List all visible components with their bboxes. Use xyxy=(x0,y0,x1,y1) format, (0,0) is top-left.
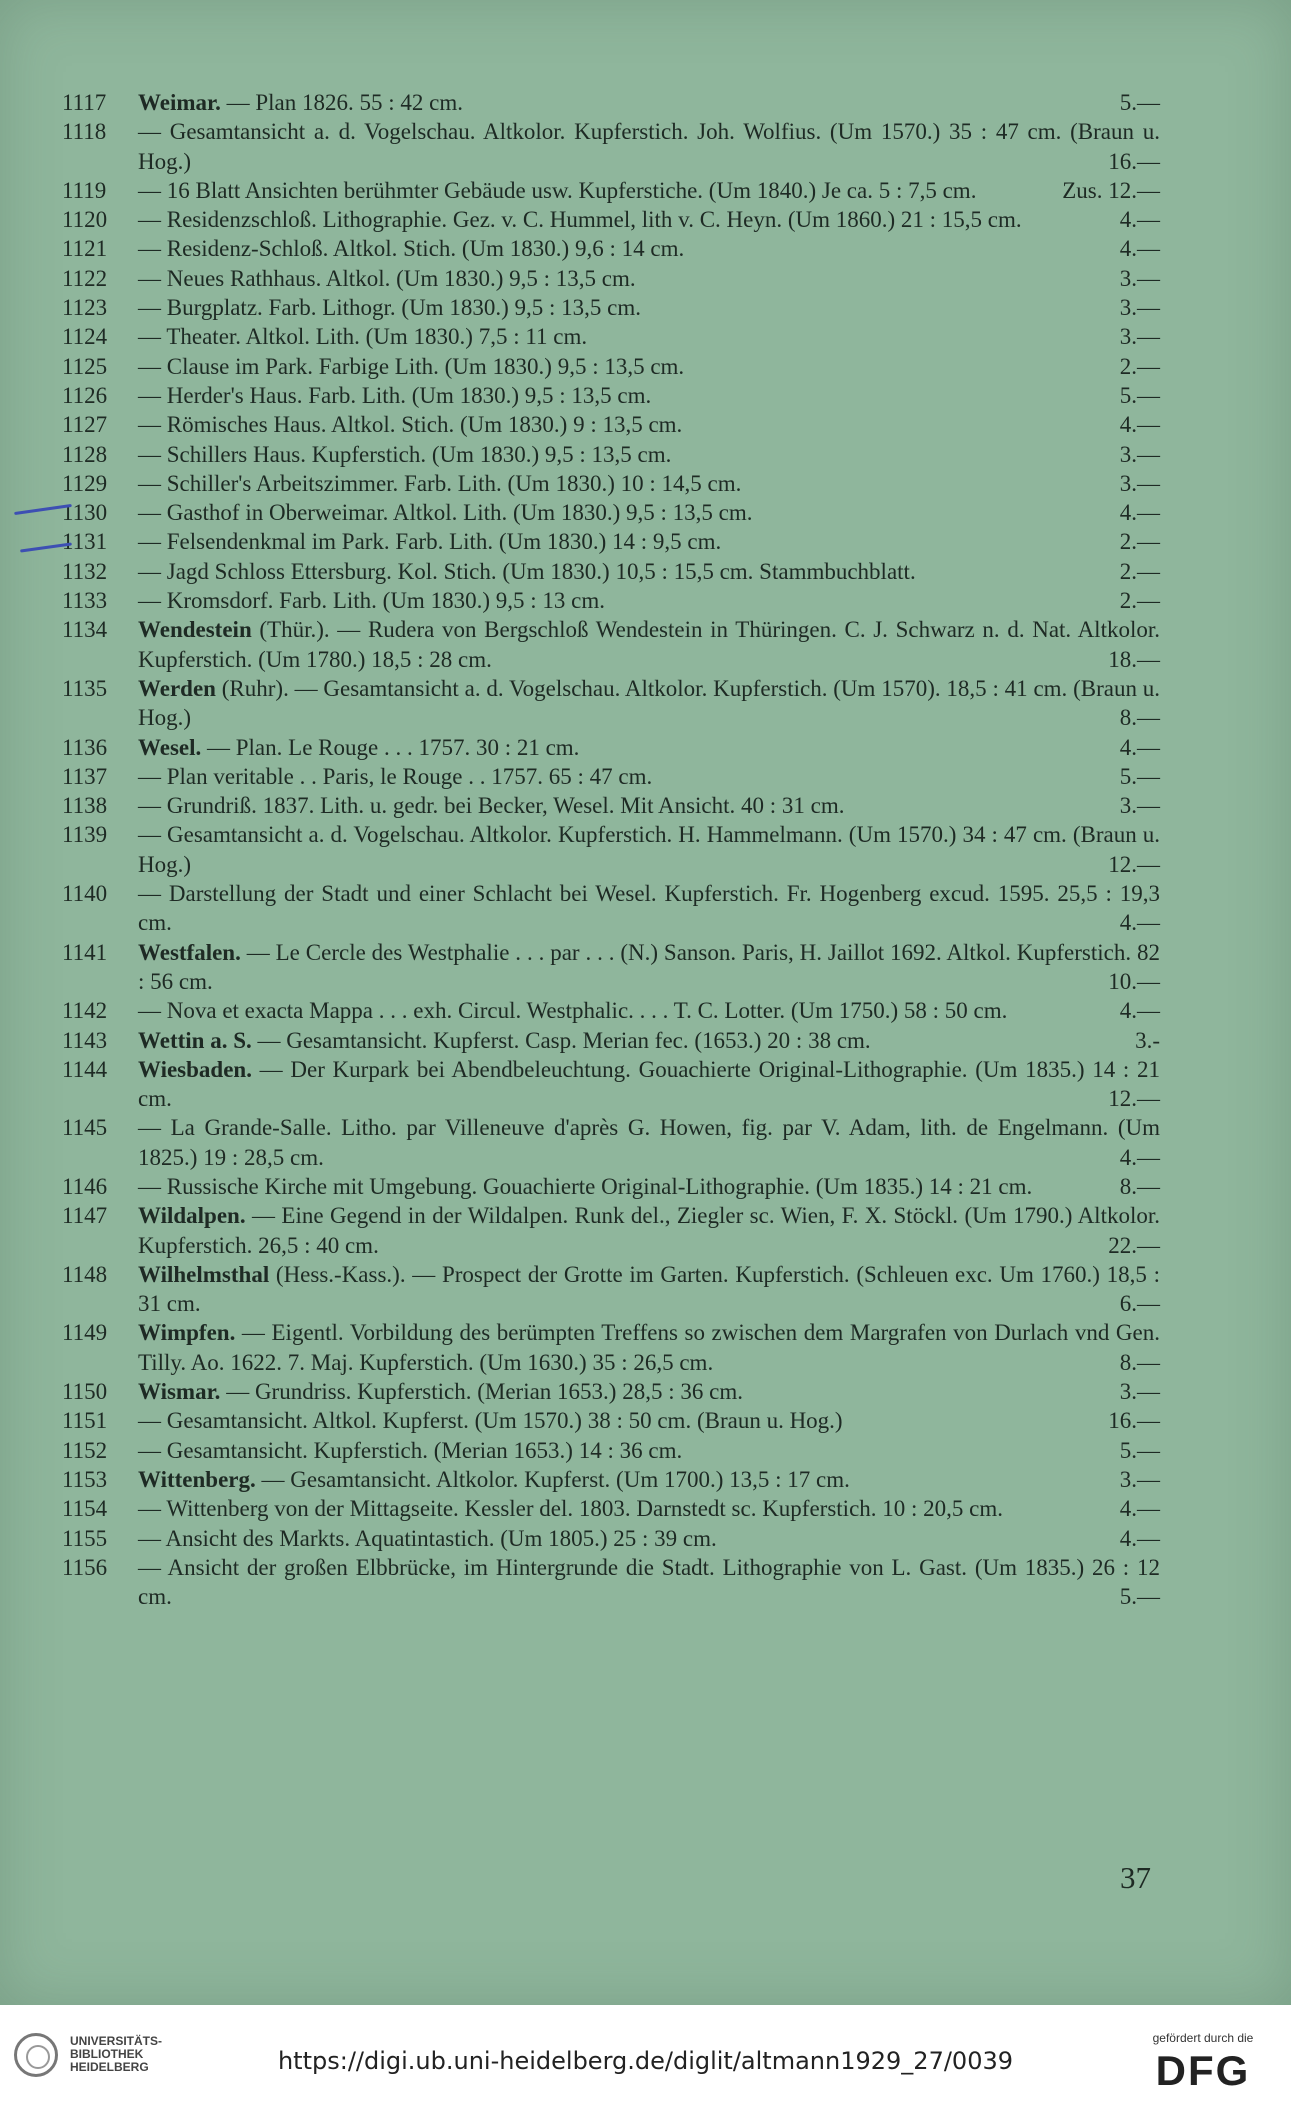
entry-text: — Theater. Altkol. Lith. (Um 1830.) 7,5 : 11 cm. xyxy=(138,324,588,350)
entry-number: 1144 xyxy=(62,1056,108,1082)
entry-description xyxy=(138,322,1160,351)
entry-price: 2.— xyxy=(1119,558,1160,584)
entry-price: 3.— xyxy=(1119,793,1160,819)
entry-number: 1147 xyxy=(62,1203,108,1229)
entry-price: 4.— xyxy=(1119,1144,1160,1170)
catalog-entry xyxy=(62,1172,1160,1201)
entry-text: — Schillers Haus. Kupferstich. (Um 1830.) 9,5 : 13,5 cm. xyxy=(138,441,672,467)
catalog-entry xyxy=(62,88,1160,117)
entry-text: — Russische Kirche mit Umgebung. Gouachierte Original-Lithographie. (Um 1835.) 14 : 21 cm. xyxy=(138,1173,1033,1199)
entry-text: — Plan. Le Rouge . . . 1757. 30 : 21 cm. xyxy=(201,734,580,760)
catalog-entry xyxy=(62,1318,1160,1377)
entry-place-name: Wendestein xyxy=(138,617,252,643)
entry-number: 1132 xyxy=(62,558,108,584)
entry-number: 1126 xyxy=(62,382,108,408)
entry-place-name: Weimar. xyxy=(138,90,221,115)
entry-price: 3.— xyxy=(1119,1379,1160,1405)
entry-price: 5.— xyxy=(1119,763,1160,789)
entry-text: — Gesamtansicht. Kupferstich. (Merian 1653.) 14 : 36 cm. xyxy=(138,1437,683,1463)
entry-price: 4.— xyxy=(1119,1496,1160,1522)
entry-description xyxy=(138,996,1160,1025)
entry-number: 1121 xyxy=(62,236,108,262)
entry-text: — Darstellung der Stadt und einer Schlacht bei Wesel. Kupferstich. Fr. Hogenberg excud. 1595. 25,5 : 19,3 cm. xyxy=(138,881,1160,936)
entry-text: — Kromsdorf. Farb. Lith. (Um 1830.) 9,5 : 13 cm. xyxy=(138,588,605,614)
entry-text: — Burgplatz. Farb. Lithogr. (Um 1830.) 9,5 : 13,5 cm. xyxy=(138,295,641,321)
entry-number: 1133 xyxy=(62,588,108,614)
entry-description xyxy=(138,234,1160,263)
entry-price: 5.— xyxy=(1119,90,1160,115)
entry-text: — Residenzschloß. Lithographie. Gez. v. C. Hummel, lith v. C. Heyn. (Um 1860.) 21 : 15,5 cm. xyxy=(138,207,1022,233)
logo-line: UNIVERSITÄTS- xyxy=(70,2034,163,2048)
entry-text: — Nova et exacta Mappa . . . exh. Circul. Westphalic. . . . T. C. Lotter. (Um 1750.) 58 : 50 cm. xyxy=(138,998,1008,1024)
catalog-entry xyxy=(62,322,1160,351)
catalog-entry xyxy=(62,1406,1160,1435)
entry-number: 1138 xyxy=(62,793,108,819)
catalog-entry xyxy=(62,176,1160,205)
entry-description xyxy=(138,586,1160,615)
entry-description xyxy=(138,1172,1160,1201)
entry-price: 3.— xyxy=(1119,265,1160,291)
page-number: 37 xyxy=(1120,1860,1151,1895)
entry-text: (Thür.). — Rudera von Bergschloß Wendestein in Thüringen. C. J. Schwarz n. d. Nat. Altkolor. Kupferstich. (Um 1780.) 18,5 : 28 cm. xyxy=(138,617,1160,672)
catalog-entry xyxy=(62,1113,1160,1172)
entry-price: 2.— xyxy=(1119,588,1160,614)
catalog-entry xyxy=(62,440,1160,469)
entry-text: — Clause im Park. Farbige Lith. (Um 1830.) 9,5 : 13,5 cm. xyxy=(138,353,685,379)
catalog-entry xyxy=(62,234,1160,263)
entry-price: 4.— xyxy=(1119,1525,1160,1551)
entry-description xyxy=(138,410,1160,439)
funding-note: gefördert durch die xyxy=(1152,2031,1254,2045)
entry-price: 8.— xyxy=(1119,705,1160,731)
entry-description xyxy=(138,1494,1160,1523)
entry-description xyxy=(138,1553,1160,1612)
entry-description xyxy=(138,1436,1160,1465)
entry-number: 1127 xyxy=(62,412,108,438)
entry-text: — Grundriß. 1837. Lith. u. gedr. bei Becker, Wesel. Mit Ansicht. 40 : 31 cm. xyxy=(138,793,845,819)
entry-text: — Le Cercle des Westphalie . . . par . . . (N.) Sanson. Paris, H. Jaillot 1692. Altkol. Kupferstich. 82 : 56 cm. xyxy=(138,939,1160,994)
catalog-entry xyxy=(62,498,1160,527)
catalog-entry xyxy=(62,1436,1160,1465)
entry-place-name: Wesel. xyxy=(138,734,202,760)
entry-place-name: Wismar. xyxy=(138,1379,221,1405)
entry-price: 5.— xyxy=(1119,1437,1160,1463)
entry-text: — Jagd Schloss Ettersburg. Kol. Stich. (Um 1830.) 10,5 : 15,5 cm. Stammbuchblatt. xyxy=(138,558,916,584)
entry-price: 16.— xyxy=(1108,148,1160,174)
entry-description xyxy=(138,88,1160,117)
entry-number: 1134 xyxy=(62,617,108,643)
entry-description xyxy=(138,440,1160,469)
entry-number: 1130 xyxy=(62,500,108,526)
entry-price: 2.— xyxy=(1119,529,1160,555)
entry-description xyxy=(138,1318,1160,1377)
catalog-entry xyxy=(62,1494,1160,1523)
entry-description xyxy=(138,820,1160,879)
catalog-entry xyxy=(62,1553,1160,1612)
entry-price: 4.— xyxy=(1119,998,1160,1024)
catalog-entry xyxy=(62,557,1160,586)
catalog-entry xyxy=(62,264,1160,293)
catalog-entry-list xyxy=(62,88,1160,1611)
entry-description xyxy=(138,381,1160,410)
entry-place-name: Wilhelmsthal xyxy=(138,1261,270,1287)
catalog-entry xyxy=(62,1260,1160,1319)
catalog-entry xyxy=(62,791,1160,820)
entry-price: 3.— xyxy=(1119,470,1160,496)
logo-line: HEIDELBERG xyxy=(70,2060,149,2074)
entry-number: 1120 xyxy=(62,207,108,233)
entry-price: 3.— xyxy=(1119,441,1160,467)
permalink-url[interactable]: https://digi.ub.uni-heidelberg.de/diglit/altmann1929_27/0039 xyxy=(277,2047,1014,2075)
catalog-entry xyxy=(62,1201,1160,1260)
entry-number: 1145 xyxy=(62,1115,108,1141)
entry-price: 4.— xyxy=(1119,207,1160,233)
entry-number: 1123 xyxy=(62,295,108,321)
entry-text: — Ansicht des Markts. Aquatintastich. (Um 1805.) 25 : 39 cm. xyxy=(138,1525,717,1551)
entry-text: — Eine Gegend in der Wildalpen. Runk del., Ziegler sc. Wien, F. X. Stöckl. (Um 1790.) Altkolor. Kupferstich. 26,5 : 40 cm. xyxy=(138,1203,1160,1258)
entry-description xyxy=(138,791,1160,820)
entry-price: 4.— xyxy=(1119,910,1160,936)
entry-price: 16.— xyxy=(1108,1408,1160,1434)
catalog-entry xyxy=(62,996,1160,1025)
catalog-entry xyxy=(62,1055,1160,1114)
entry-price: 6.— xyxy=(1119,1291,1160,1317)
entry-place-name: Wildalpen. xyxy=(138,1203,246,1229)
viewer-footer xyxy=(0,2005,1291,2101)
entry-price: Zus. 12.— xyxy=(1062,177,1160,203)
entry-price: 8.— xyxy=(1119,1349,1160,1375)
entry-number: 1155 xyxy=(62,1525,108,1551)
entry-description xyxy=(138,498,1160,527)
catalog-entry xyxy=(62,1377,1160,1406)
entry-number: 1156 xyxy=(62,1554,108,1580)
entry-text: — Gesamtansicht. Altkolor. Kupferst. (Um 1700.) 13,5 : 17 cm. xyxy=(255,1466,850,1492)
entry-text: — Neues Rathhaus. Altkol. (Um 1830.) 9,5 : 13,5 cm. xyxy=(138,265,636,291)
catalog-entry xyxy=(62,674,1160,733)
entry-number: 1153 xyxy=(62,1466,108,1492)
catalog-entry xyxy=(62,1026,1160,1055)
entry-text: — Gesamtansicht. Kupferst. Casp. Merian fec. (1653.) 20 : 38 cm. xyxy=(251,1027,871,1053)
entry-description xyxy=(138,733,1160,762)
entry-price: 4.— xyxy=(1119,734,1160,760)
entry-text: — Grundriss. Kupferstich. (Merian 1653.) 28,5 : 36 cm. xyxy=(220,1379,743,1405)
entry-number: 1139 xyxy=(62,822,108,848)
entry-description xyxy=(138,293,1160,322)
entry-description xyxy=(138,879,1160,938)
entry-text: — Residenz-Schloß. Altkol. Stich. (Um 1830.) 9,6 : 14 cm. xyxy=(138,236,685,262)
entry-number: 1140 xyxy=(62,881,108,907)
entry-number: 1142 xyxy=(62,998,108,1024)
catalog-entry xyxy=(62,381,1160,410)
catalog-entry xyxy=(62,1465,1160,1494)
entry-text: — Eigentl. Vorbildung des berümpten Treffens so zwischen dem Margrafen von Durlach vnd Gen. Tilly. Ao. 1622. 7. Maj. Kupferstich. (Um 1630.) 35 : 26,5 cm. xyxy=(138,1320,1160,1375)
entry-description xyxy=(138,674,1160,733)
entry-price: 18.— xyxy=(1108,646,1160,672)
entry-price: 3.— xyxy=(1119,1466,1160,1492)
entry-place-name: Wimpfen. xyxy=(138,1320,236,1346)
entry-number: 1131 xyxy=(62,529,108,555)
entry-description xyxy=(138,762,1160,791)
catalog-entry xyxy=(62,293,1160,322)
entry-price: 12.— xyxy=(1108,1086,1160,1112)
entry-price: 4.— xyxy=(1119,500,1160,526)
entry-price: 5.— xyxy=(1119,382,1160,408)
entry-text: — Gesamtansicht a. d. Vogelschau. Altkolor. Kupferstich. Joh. Wolfius. (Um 1570.) 35 : 47 cm. (Braun u. Hog.) xyxy=(138,119,1160,174)
catalog-entry xyxy=(62,820,1160,879)
entry-description xyxy=(138,1113,1160,1172)
entry-price: 12.— xyxy=(1108,851,1160,877)
entry-text: (Hess.-Kass.). — Prospect der Grotte im Garten. Kupferstich. (Schleuen exc. Um 1760.) 18,5 : 31 cm. xyxy=(138,1261,1160,1317)
entry-number: 1136 xyxy=(62,734,108,760)
entry-price: 22.— xyxy=(1108,1232,1160,1258)
entry-text: (Ruhr). — Gesamtansicht a. d. Vogelschau. Altkolor. Kupferstich. (Um 1570). 18,5 : 41 cm. (Braun u. Hog.) xyxy=(138,675,1160,731)
entry-price: 4.— xyxy=(1119,236,1160,262)
entry-number: 1148 xyxy=(62,1261,108,1287)
entry-number: 1151 xyxy=(62,1408,108,1434)
entry-text: — Gesamtansicht. Altkol. Kupferst. (Um 1570.) 38 : 50 cm. (Braun u. Hog.) xyxy=(138,1408,843,1434)
entry-description xyxy=(138,1377,1160,1406)
entry-text: — Wittenberg von der Mittagseite. Kessler del. 1803. Darnstedt sc. Kupferstich. 10 : 20,5 cm. xyxy=(138,1496,1004,1522)
entry-description xyxy=(138,469,1160,498)
catalog-entry xyxy=(62,1524,1160,1553)
dfg-logo: DFG xyxy=(1155,2047,1251,2094)
entry-number: 1128 xyxy=(62,441,108,467)
entry-description xyxy=(138,1524,1160,1553)
entry-text: — La Grande-Salle. Litho. par Villeneuve d'après G. Howen, fig. par V. Adam, lith. de Engelmann. (Um 1825.) 19 : 28,5 cm. xyxy=(138,1115,1160,1170)
entry-number: 1149 xyxy=(62,1320,108,1346)
entry-price: 3.— xyxy=(1119,324,1160,350)
entry-place-name: Westfalen. xyxy=(138,939,241,965)
entry-text: — Römisches Haus. Altkol. Stich. (Um 1830.) 9 : 13,5 cm. xyxy=(138,412,683,438)
catalog-entry xyxy=(62,762,1160,791)
entry-number: 1143 xyxy=(62,1027,108,1053)
entry-price: 8.— xyxy=(1119,1173,1160,1199)
entry-description xyxy=(138,205,1160,234)
entry-price: 3.- xyxy=(1135,1027,1160,1053)
entry-description xyxy=(138,1260,1160,1319)
entry-number: 1124 xyxy=(62,324,108,350)
entry-number: 1137 xyxy=(62,763,108,789)
entry-number: 1135 xyxy=(62,675,108,701)
entry-place-name: Wiesbaden. xyxy=(138,1056,252,1082)
entry-text: — Felsendenkmal im Park. Farb. Lith. (Um 1830.) 14 : 9,5 cm. xyxy=(138,529,722,555)
entry-description xyxy=(138,527,1160,556)
catalog-entry xyxy=(62,733,1160,762)
entry-price: 5.— xyxy=(1119,1584,1160,1610)
catalog-entry xyxy=(62,586,1160,615)
entry-place-name: Wettin a. S. xyxy=(138,1027,252,1053)
entry-description xyxy=(138,1201,1160,1260)
entry-text: — Der Kurpark bei Abendbeleuchtung. Gouachierte Original-Lithographie. (Um 1835.) 14 : 21 cm. xyxy=(138,1056,1160,1112)
entry-text: — Plan 1826. 55 : 42 cm. xyxy=(220,90,463,115)
entry-text: — Ansicht der großen Elbbrücke, im Hintergrunde die Stadt. Lithographie von L. Gast. (Um 1835.) 26 : 12 cm. xyxy=(138,1554,1160,1610)
entry-text: — Gasthof in Oberweimar. Altkol. Lith. (Um 1830.) 9,5 : 13,5 cm. xyxy=(138,500,753,526)
catalog-entry xyxy=(62,117,1160,176)
catalog-entry xyxy=(62,879,1160,938)
entry-number: 1125 xyxy=(62,353,108,379)
entry-number: 1154 xyxy=(62,1496,108,1522)
entry-number: 1141 xyxy=(62,939,108,965)
catalog-entry xyxy=(62,527,1160,556)
entry-price: 10.— xyxy=(1108,968,1160,994)
entry-description xyxy=(138,176,1160,205)
entry-number: 1119 xyxy=(62,177,107,203)
entry-number: 1152 xyxy=(62,1437,108,1463)
entry-description xyxy=(138,615,1160,674)
entry-price: 2.— xyxy=(1119,353,1160,379)
catalog-entry xyxy=(62,615,1160,674)
entry-description xyxy=(138,1055,1160,1114)
entry-number: 1146 xyxy=(62,1173,108,1199)
catalog-entry xyxy=(62,938,1160,997)
entry-description xyxy=(138,352,1160,381)
entry-description xyxy=(138,1026,1160,1055)
entry-description xyxy=(138,1465,1160,1494)
entry-description xyxy=(138,264,1160,293)
catalog-entry xyxy=(62,469,1160,498)
catalog-entry xyxy=(62,352,1160,381)
entry-text: — 16 Blatt Ansichten berühmter Gebäude usw. Kupferstiche. (Um 1840.) Je ca. 5 : 7,5 cm. xyxy=(138,177,977,203)
entry-number: 1122 xyxy=(62,265,108,291)
entry-description xyxy=(138,117,1160,176)
entry-number: 1117 xyxy=(62,90,107,115)
entry-number: 1150 xyxy=(62,1379,108,1405)
entry-text: — Plan veritable . . Paris, le Rouge . . 1757. 65 : 47 cm. xyxy=(138,763,653,789)
entry-description xyxy=(138,938,1160,997)
catalog-entry xyxy=(62,205,1160,234)
entry-text: — Herder's Haus. Farb. Lith. (Um 1830.) 9,5 : 13,5 cm. xyxy=(138,382,652,408)
entry-price: 3.— xyxy=(1119,295,1160,321)
entry-text: — Gesamtansicht a. d. Vogelschau. Altkolor. Kupferstich. H. Hammelmann. (Um 1570.) 34 : 47 cm. (Braun u. Hog.) xyxy=(138,822,1160,877)
entry-place-name: Wittenberg. xyxy=(138,1466,256,1492)
catalog-entry xyxy=(62,410,1160,439)
entry-description xyxy=(138,1406,1160,1435)
entry-description xyxy=(138,557,1160,586)
entry-text: — Schiller's Arbeitszimmer. Farb. Lith. (Um 1830.) 10 : 14,5 cm. xyxy=(138,470,742,496)
entry-price: 4.— xyxy=(1119,412,1160,438)
entry-number: 1118 xyxy=(62,119,107,145)
entry-number: 1129 xyxy=(62,470,108,496)
logo-line: BIBLIOTHEK xyxy=(70,2047,144,2061)
entry-place-name: Werden xyxy=(138,675,216,701)
